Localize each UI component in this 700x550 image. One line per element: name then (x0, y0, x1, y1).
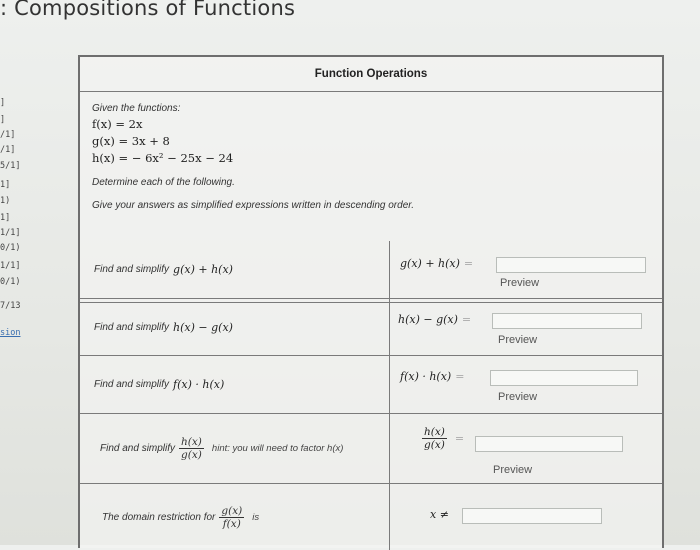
score-item[interactable]: 0/1) (0, 277, 21, 287)
answer-label-expr: h(x) − g(x) (398, 313, 458, 326)
prompt-expression: h(x) − g(x) (173, 320, 233, 334)
answer-label (400, 370, 464, 383)
question-prompt (80, 356, 390, 413)
prompt-expression: g(x) + h(x) (173, 263, 233, 276)
prompt-text: The domain restriction for (102, 511, 216, 523)
answer-input[interactable] (490, 370, 638, 386)
question-row (80, 356, 662, 414)
fraction-denominator: g(x) (181, 449, 202, 461)
function-h: h(x) = − 6x² − 25x − 24 (92, 151, 234, 165)
score-item[interactable]: 1/1] (0, 261, 21, 271)
function-operations-sheet (78, 55, 664, 548)
prompt-text: Find and simplify (94, 379, 170, 390)
question-prompt (80, 299, 390, 355)
fraction-denominator: f(x) (222, 517, 241, 530)
question-prompt (80, 414, 390, 483)
sheet-header: Function Operations (80, 57, 662, 92)
answer-input[interactable] (475, 436, 623, 452)
prompt-expression: f(x) · h(x) (173, 378, 225, 391)
equals-sign: = (461, 313, 472, 326)
question-prompt (80, 241, 390, 298)
equals-sign: = (463, 257, 474, 270)
given-intro: Given the functions: (92, 103, 181, 114)
preview-button[interactable]: Preview (498, 334, 538, 346)
hint-text: hint: you will need to factor h(x) (211, 443, 344, 454)
answer-label (398, 313, 471, 326)
score-item[interactable]: 0/1) (0, 243, 21, 253)
prompt-suffix: is (252, 511, 260, 523)
answer-label-expr: g(x) + h(x) (400, 257, 460, 270)
answer-input[interactable] (492, 313, 642, 329)
question-row (80, 241, 662, 299)
fraction-numerator: h(x) (181, 436, 202, 448)
prompt-text: Find and simplify (94, 321, 170, 333)
score-item[interactable]: 7/13 (0, 301, 21, 311)
answer-label (418, 426, 464, 451)
answer-input[interactable] (462, 508, 602, 524)
preview-button[interactable]: Preview (498, 391, 538, 403)
score-item[interactable]: 5/1] (0, 161, 21, 171)
sidebar-link[interactable]: sion (0, 328, 21, 338)
determine-text: Determine each of the following. (92, 177, 235, 188)
question-row (80, 299, 662, 356)
question-row (80, 484, 662, 550)
score-item[interactable]: /1] (0, 130, 16, 140)
question-row (80, 414, 662, 484)
score-item[interactable]: 1) (0, 196, 11, 206)
instructions-text: Give your answers as simplified expressions written in descending order. (92, 200, 414, 211)
score-item[interactable]: 1] (0, 213, 11, 223)
score-item[interactable]: ] (0, 115, 6, 125)
answer-label: x ≠ (430, 508, 449, 521)
fraction-numerator: h(x) (424, 426, 445, 438)
answer-label (400, 257, 473, 270)
equals-sign: = (455, 370, 465, 383)
answer-fraction (422, 426, 447, 451)
score-item[interactable]: /1] (0, 145, 16, 155)
equals-sign: = (454, 432, 465, 445)
fraction-denominator: g(x) (424, 439, 445, 451)
score-item[interactable]: ] (0, 98, 6, 108)
score-item[interactable]: 1/1] (0, 228, 21, 238)
page-title: : Compositions of Functions (0, 0, 296, 20)
function-f: f(x) = 2x (92, 117, 143, 131)
preview-button[interactable]: Preview (500, 277, 540, 289)
fraction-numerator: g(x) (221, 504, 243, 517)
preview-button[interactable]: Preview (493, 464, 533, 476)
prompt-text: Find and simplify (100, 443, 176, 454)
score-item[interactable]: 1] (0, 180, 11, 190)
function-g: g(x) = 3x + 8 (92, 134, 170, 148)
question-prompt (80, 484, 390, 550)
answer-input[interactable] (496, 257, 646, 273)
prompt-fraction (219, 505, 244, 530)
prompt-fraction (179, 436, 204, 461)
prompt-text: Find and simplify (94, 264, 170, 275)
answer-label-expr: f(x) · h(x) (400, 370, 452, 383)
